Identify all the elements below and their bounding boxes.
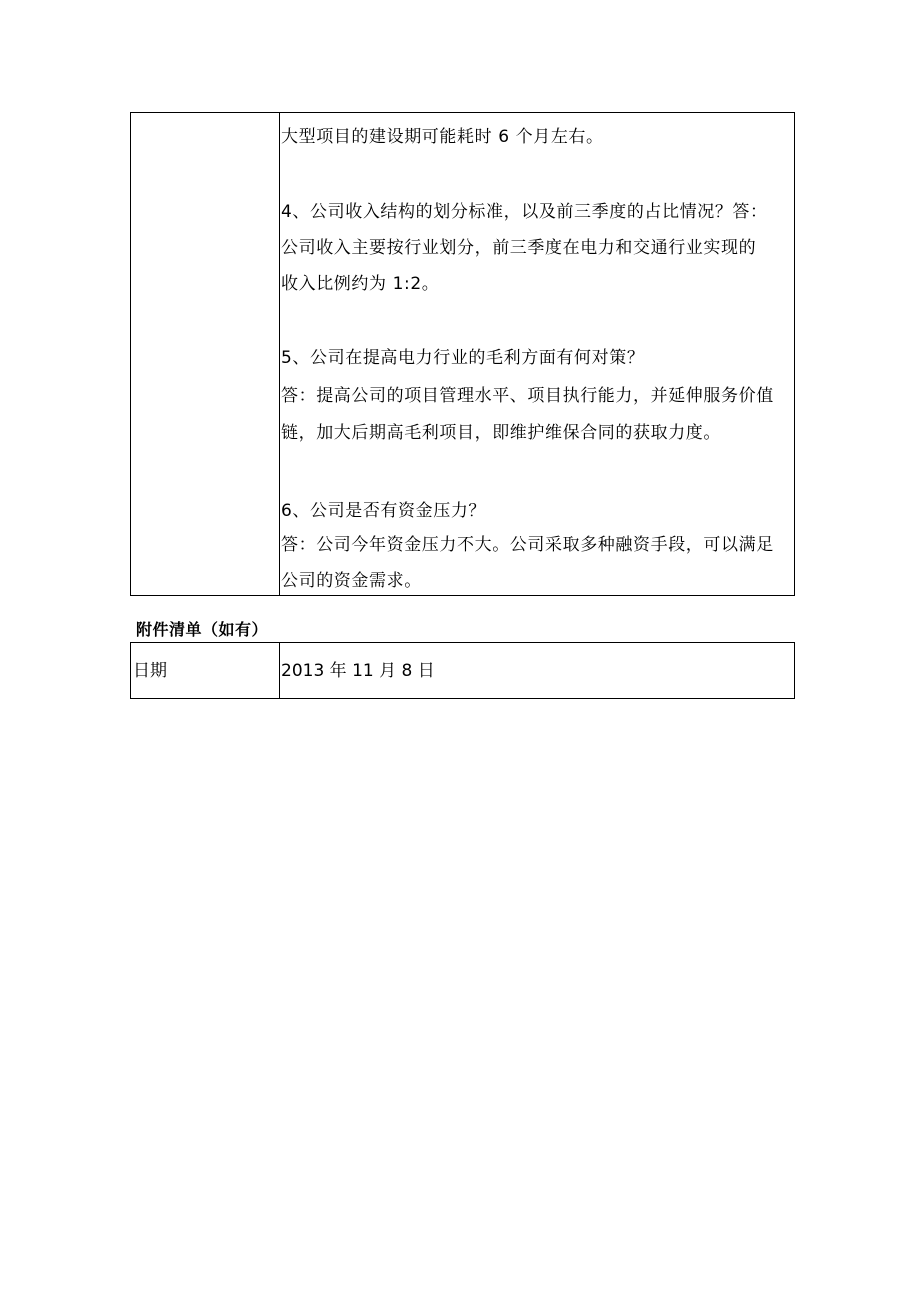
text-line: 链，加大后期高毛利项目，即维护维保合同的获取力度。 — [281, 423, 721, 443]
text-line: 公司收入主要按行业划分，前三季度在电力和交通行业实现的 — [281, 238, 757, 258]
text-line: 收入比例约为 1:2。 — [281, 274, 440, 294]
text-line: 大型项目的建设期可能耗时 6 个月左右。 — [281, 127, 604, 147]
question-4: 4、公司收入结构的划分标准，以及前三季度的占比情况？答： — [281, 202, 768, 222]
column-divider — [279, 643, 280, 698]
date-table — [130, 642, 795, 699]
question-5: 5、公司在提高电力行业的毛利方面有何对策？ — [281, 348, 645, 368]
answer-5: 答：提高公司的项目管理水平、项目执行能力，并延伸服务价值 — [281, 386, 774, 406]
date-label: 日期 — [133, 661, 167, 681]
text-line: 公司的资金需求。 — [281, 571, 422, 591]
answer-6: 答：公司今年资金压力不大。公司采取多种融资手段，可以满足 — [281, 535, 774, 555]
column-divider — [279, 113, 280, 595]
attachments-heading: 附件清单（如有） — [136, 620, 269, 639]
question-6: 6、公司是否有资金压力？ — [281, 501, 487, 521]
qa-table — [130, 112, 795, 596]
date-value: 2013 年 11 月 8 日 — [281, 661, 435, 681]
